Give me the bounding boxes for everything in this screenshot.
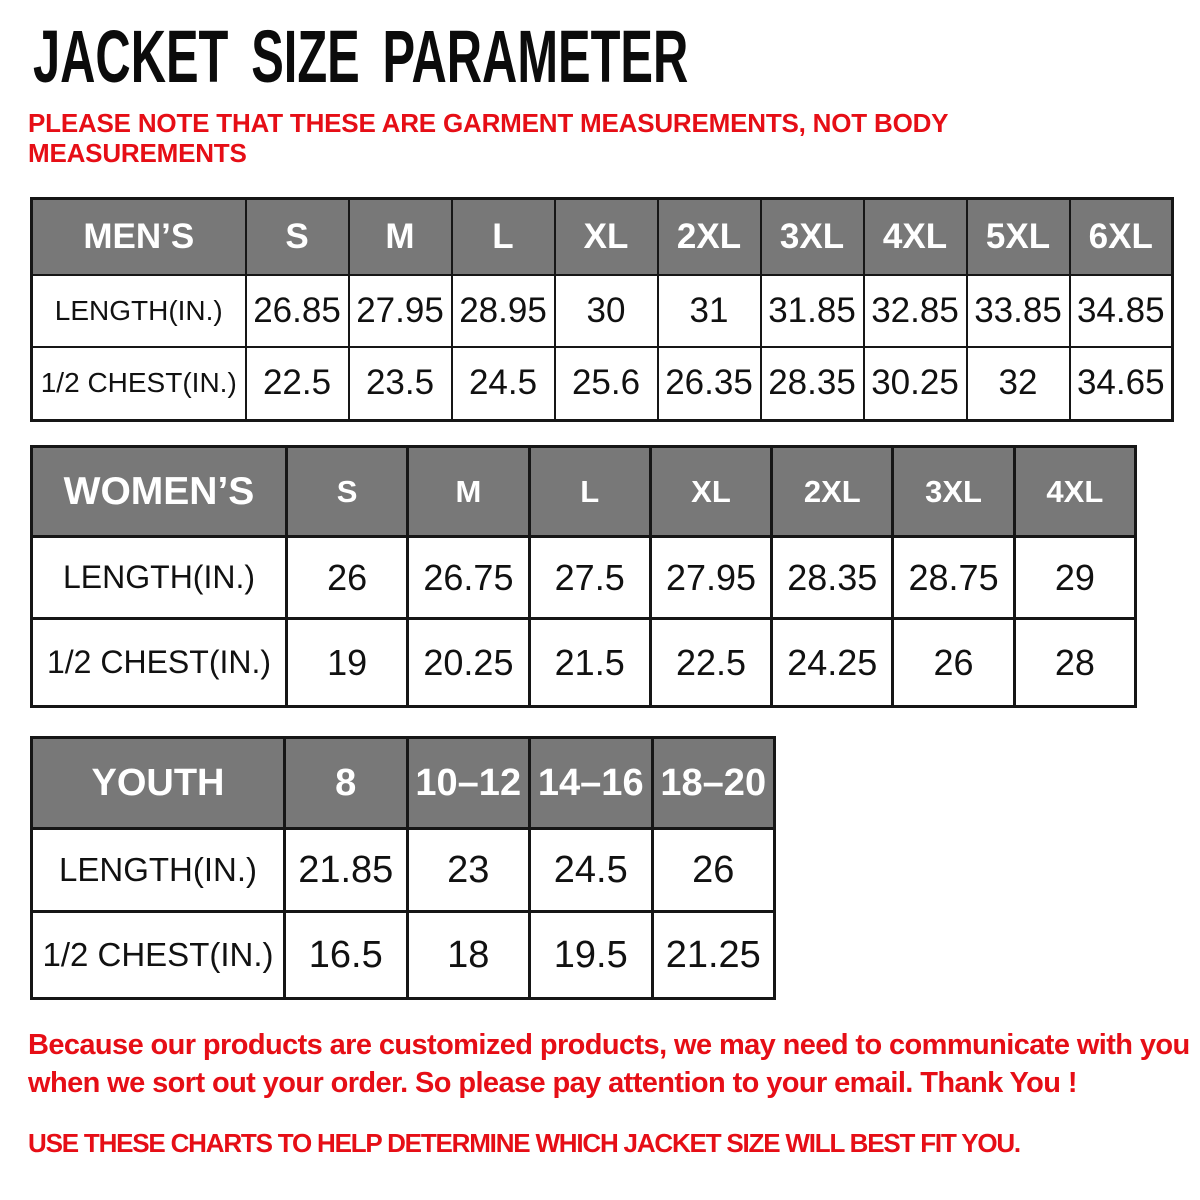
value-cell: 26 — [893, 619, 1014, 707]
youth-size-header-cell: 10–12 — [407, 738, 530, 829]
value-cell: 21.85 — [285, 829, 408, 912]
value-cell: 21.25 — [652, 912, 775, 999]
womens-size-header-cell: 3XL — [893, 447, 1014, 537]
mens-size-header-cell: S — [246, 199, 349, 275]
womens-length-row — [32, 537, 1136, 619]
value-cell: 33.85 — [967, 275, 1070, 347]
womens-size-header-cell: XL — [650, 447, 771, 537]
value-cell: 22.5 — [650, 619, 771, 707]
womens-size-table — [30, 445, 1137, 708]
womens-header-row — [32, 447, 1136, 537]
page-title: JACKET SIZE PARAMETER — [33, 15, 689, 98]
value-cell: 26.35 — [658, 347, 761, 421]
value-cell: 24.5 — [530, 829, 653, 912]
value-cell: 28 — [1014, 619, 1135, 707]
value-cell: 25.6 — [555, 347, 658, 421]
mens-header-row — [32, 199, 1173, 275]
womens-size-header-cell: 4XL — [1014, 447, 1135, 537]
youth-size-header-cell: 18–20 — [652, 738, 775, 829]
value-cell: 26 — [287, 537, 408, 619]
youth-size-table — [30, 736, 776, 1000]
row-label-cell: LENGTH(IN.) — [32, 537, 287, 619]
value-cell: 23.5 — [349, 347, 452, 421]
value-cell: 26.75 — [408, 537, 529, 619]
mens-table-title-cell: MEN’S — [32, 199, 246, 275]
value-cell: 32 — [967, 347, 1070, 421]
youth-table-title-cell: YOUTH — [32, 738, 285, 829]
womens-size-header-cell: L — [529, 447, 650, 537]
chart-usage-note: USE THESE CHARTS TO HELP DETERMINE WHICH JACKET SIZE WILL BEST FIT YOU. — [28, 1128, 1020, 1158]
row-label-cell: LENGTH(IN.) — [32, 275, 246, 347]
value-cell: 30.25 — [864, 347, 967, 421]
value-cell: 29 — [1014, 537, 1135, 619]
note-line-2: MEASUREMENTS — [28, 138, 247, 168]
value-cell: 30 — [555, 275, 658, 347]
mens-size-header-cell: L — [452, 199, 555, 275]
row-label-cell: 1/2 CHEST(IN.) — [32, 347, 246, 421]
value-cell: 23 — [407, 829, 530, 912]
row-label-cell: LENGTH(IN.) — [32, 829, 285, 912]
mens-size-header-cell: 2XL — [658, 199, 761, 275]
womens-size-header-cell: S — [287, 447, 408, 537]
mens-size-table — [30, 197, 1174, 422]
mens-size-header-cell: 3XL — [761, 199, 864, 275]
youth-length-row — [32, 829, 775, 912]
value-cell: 27.95 — [349, 275, 452, 347]
youth-chest-row — [32, 912, 775, 999]
value-cell: 31 — [658, 275, 761, 347]
womens-chest-row — [32, 619, 1136, 707]
mens-size-header-cell: 5XL — [967, 199, 1070, 275]
value-cell: 19 — [287, 619, 408, 707]
value-cell: 24.5 — [452, 347, 555, 421]
value-cell: 22.5 — [246, 347, 349, 421]
note-line-1: PLEASE NOTE THAT THESE ARE GARMENT MEASUREMENTS, NOT BODY — [28, 108, 949, 138]
value-cell: 27.5 — [529, 537, 650, 619]
customization-note-line-2: when we sort out your order. So please pay attention to your email. Thank You ! — [28, 1067, 1077, 1099]
value-cell: 21.5 — [529, 619, 650, 707]
value-cell: 18 — [407, 912, 530, 999]
value-cell: 28.75 — [893, 537, 1014, 619]
mens-chest-row — [32, 347, 1173, 421]
youth-size-header-cell: 14–16 — [530, 738, 653, 829]
row-label-cell: 1/2 CHEST(IN.) — [32, 619, 287, 707]
value-cell: 27.95 — [650, 537, 771, 619]
youth-header-row — [32, 738, 775, 829]
value-cell: 20.25 — [408, 619, 529, 707]
value-cell: 19.5 — [530, 912, 653, 999]
value-cell: 26 — [652, 829, 775, 912]
womens-table-title-cell: WOMEN’S — [32, 447, 287, 537]
value-cell: 28.95 — [452, 275, 555, 347]
value-cell: 28.35 — [761, 347, 864, 421]
mens-size-header-cell: XL — [555, 199, 658, 275]
womens-size-header-cell: M — [408, 447, 529, 537]
value-cell: 34.65 — [1070, 347, 1173, 421]
mens-size-header-cell: M — [349, 199, 452, 275]
mens-size-header-cell: 6XL — [1070, 199, 1173, 275]
value-cell: 24.25 — [772, 619, 893, 707]
value-cell: 34.85 — [1070, 275, 1173, 347]
value-cell: 32.85 — [864, 275, 967, 347]
value-cell: 31.85 — [761, 275, 864, 347]
womens-size-header-cell: 2XL — [772, 447, 893, 537]
mens-length-row — [32, 275, 1173, 347]
row-label-cell: 1/2 CHEST(IN.) — [32, 912, 285, 999]
value-cell: 28.35 — [772, 537, 893, 619]
value-cell: 16.5 — [285, 912, 408, 999]
garment-measurement-note — [28, 108, 948, 168]
mens-size-header-cell: 4XL — [864, 199, 967, 275]
youth-size-header-cell: 8 — [285, 738, 408, 829]
customization-note-line-1: Because our products are customized products, we may need to communicate with you — [28, 1029, 1190, 1061]
value-cell: 26.85 — [246, 275, 349, 347]
